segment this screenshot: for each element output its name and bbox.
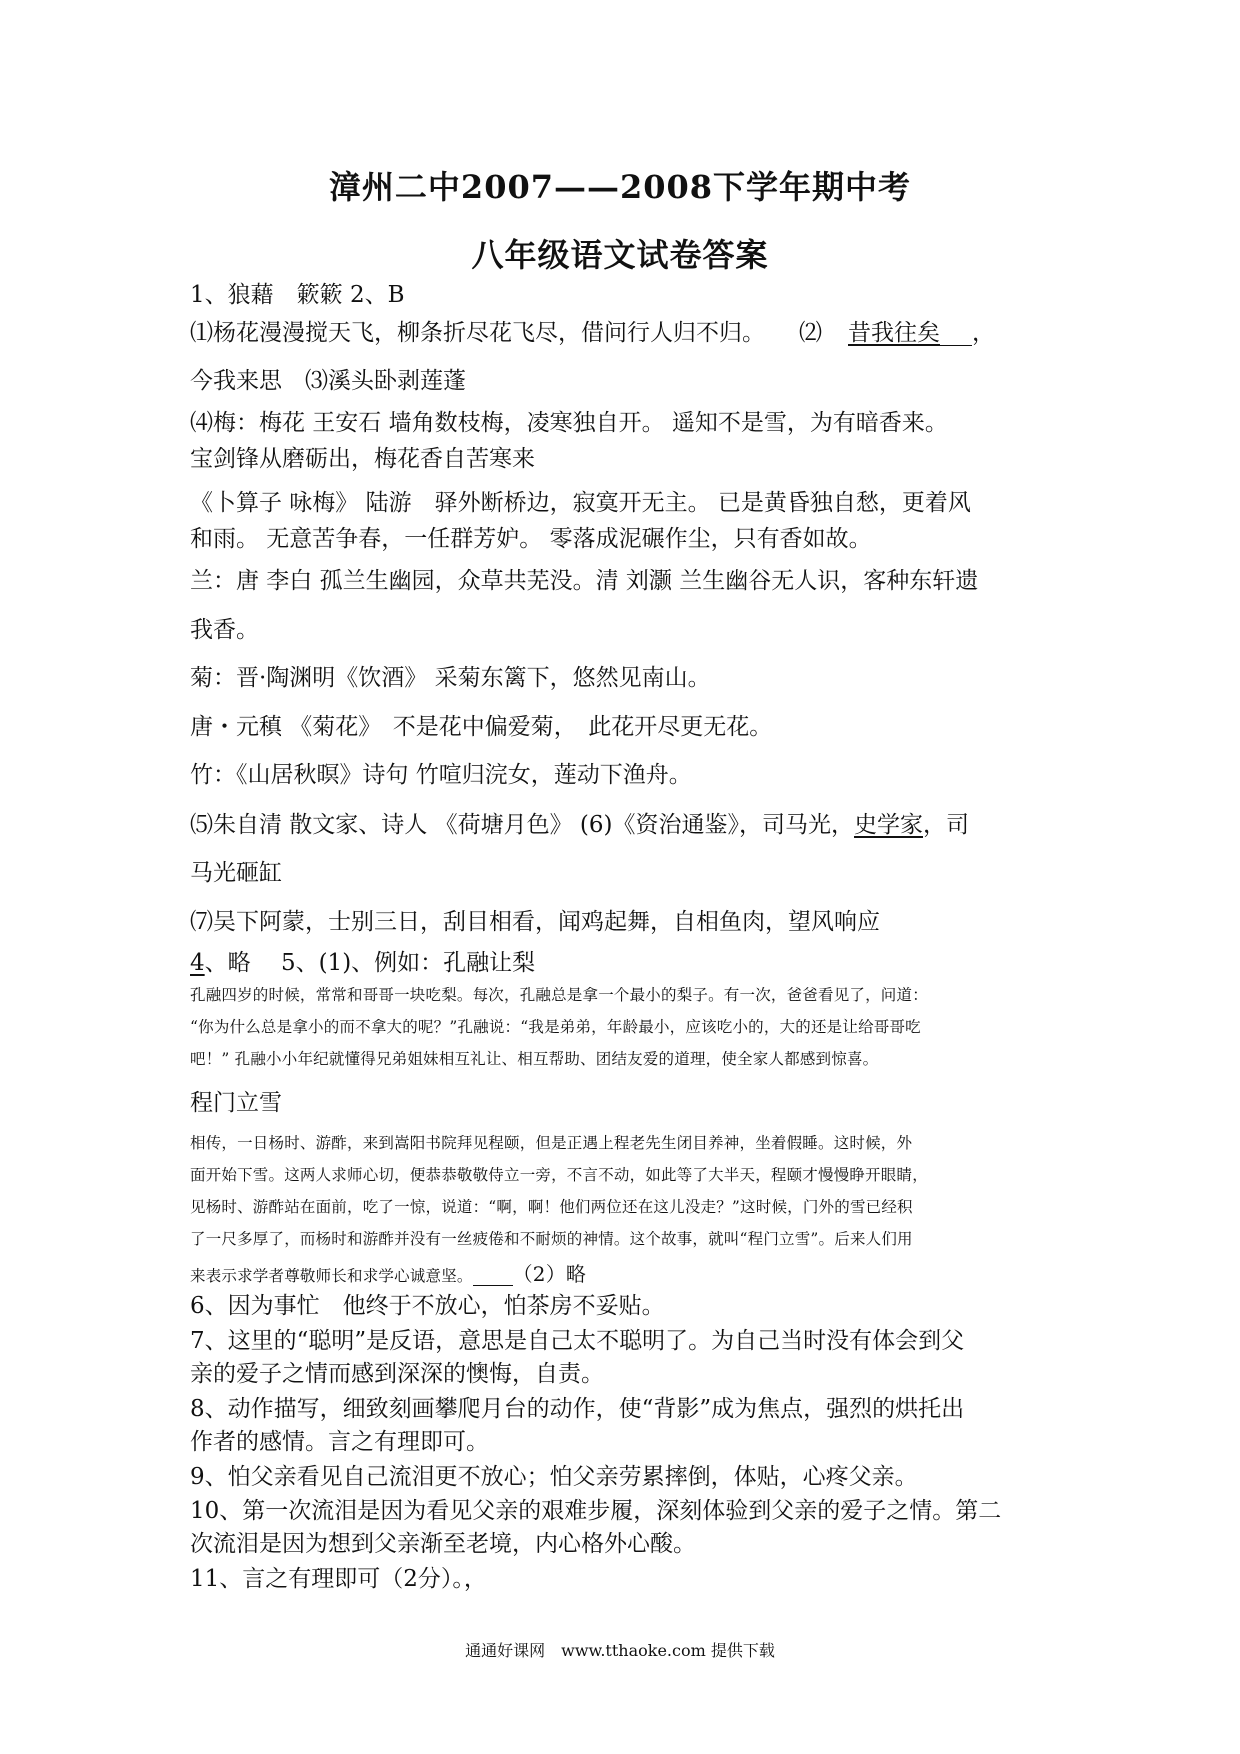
story-chengmen-4: 了一尺多厚了，而杨时和游酢并没有一丝疲倦和不耐烦的神情。这个故事，就叫“程门立雪”。后来人们用 [190,1230,913,1248]
answer-text: ⑵ [799,320,822,346]
story-kongrong-1: 孔融四岁的时候，常常和哥哥一块吃梨。每次，孔融总是拿一个最小的梨子。有一次，爸爸看见了，问道： [190,986,928,1004]
story-chengmen-3: 见杨时、游酢站在面前，吃了一惊，说道：“啊，啊！他们两位还在这儿没走？”这时候，门外的雪已经积 [190,1198,913,1216]
answer-text: ， [972,320,995,346]
underlined-answer: 昔我往矣 [848,320,940,346]
answer-number: 4 [190,950,205,976]
answer-q3-6-2: 马光砸缸 [190,860,282,886]
answer-q8-2: 作者的感情。言之有理即可。 [190,1429,489,1455]
answer-lan-2: 我香。 [190,617,259,643]
answer-q3-4-mei-2: 宝剑锋从磨砺出，梅花香自苦寒来 [190,446,535,472]
answer-q8: 8、动作描写，细致刻画攀爬月台的动作，使“背影”成为焦点，强烈的烘托出 [190,1396,965,1422]
answer-q3-4-mei-3: 《卜算子 咏梅》 陆游 驿外断桥边，寂寞开无主。 已是黄昏独自愁，更着风 [190,490,971,516]
answer-q3-7: ⑺吴下阿蒙，士别三日，刮目相看，闻鸡起舞，自相鱼肉，望风响应 [190,909,880,935]
answer-text: ⑸朱自清 散文家、诗人 《荷塘月色》 (6)《资治通鉴》，司马光， [190,812,855,838]
page-footer: 通通好课网 www.tthaoke.com 提供下载 [465,1641,775,1660]
story-chengmen-1: 相传，一日杨时、游酢，来到嵩阳书院拜见程颐，但是正遇上程老先生闭目养神，坐着假睡。这时候，外 [190,1134,913,1152]
answer-ju: 菊：晋·陶渊明《饮酒》 采菊东篱下，悠然见南山。 [190,665,711,691]
answer-text: 、略 5、(1)、例如：孔融让梨 [204,950,536,976]
story-chengmen-2: 面开始下雪。这两人求师心切，便恭恭敬敬侍立一旁，不言不动，如此等了大半天，程颐才慢慢睁开眼睛， [190,1166,928,1184]
story-kongrong-3: 吧！” 孔融小小年纪就懂得兄弟姐妹相互礼让、相互帮助、团结友爱的道理，使全家人都感到惊喜。 [190,1050,879,1068]
answer-q3-1 [190,322,1070,346]
answer-text: ⑴杨花漫漫搅天飞，柳条折尽花飞尽，借问行人归不归。 [190,320,765,346]
answer-q10-2: 次流泪是因为想到父亲渐至老境，内心格外心酸。 [190,1531,696,1557]
answer-lan: 兰：唐 李白 孤兰生幽园，众草共芜没。清 刘灏 兰生幽谷无人识，客种东轩遗 [190,568,979,594]
document-title: 漳州二中2007——2008下学年期中考 [328,168,912,206]
answer-text: （2）略 [512,1262,587,1286]
document-subtitle: 八年级语文试卷答案 [471,236,769,274]
answer-q11: 11、言之有理即可（2分）。， [190,1566,487,1592]
answer-q7: 7、这里的“聪明”是反语，意思是自己太不聪明了。为自己当时没有体会到父 [190,1328,965,1354]
answer-q3-2: 今我来思 ⑶溪头卧剥莲蓬 [190,368,466,394]
answer-q1-q2: 1、狼藉 簌簌 2、B [190,282,405,308]
answer-q3-5-6 [190,814,1070,837]
story-title-chengmen: 程门立雪 [190,1090,282,1116]
answer-q6: 6、因为事忙 他终于不放心，怕茶房不妥贴。 [190,1293,665,1319]
answer-q10: 10、第一次流泪是因为看见父亲的艰难步履，深刻体验到父亲的爱子之情。第二 [190,1498,1002,1524]
story-chengmen-5 [190,1264,1070,1286]
answer-q4-q5 [190,952,1070,975]
underlined-answer: 史学家 [854,812,924,838]
answer-text: 来表示求学者尊敬师长和求学心诚意坚。 [190,1267,473,1285]
answer-text: ，司 [923,812,970,838]
answer-q9: 9、怕父亲看见自己流泪更不放心；怕父亲劳累摔倒，体贴，心疼父亲。 [190,1464,918,1490]
answer-q7-2: 亲的爱子之情而感到深深的懊悔，自责。 [190,1361,604,1387]
story-kongrong-2: “你为什么总是拿小的而不拿大的呢？”孔融说：“我是弟弟，年龄最小，应该吃小的，大的还是让给哥哥吃 [190,1018,921,1036]
answer-ju-2: 唐・元稹 《菊花》 不是花中偏爱菊， 此花开尽更无花。 [190,714,773,740]
answer-q3-4-mei-4: 和雨。 无意苦争春，一任群芳妒。 零落成泥碾作尘，只有香如故。 [190,526,872,552]
answer-zhu: 竹：《山居秋暝》诗句 竹喧归浣女，莲动下渔舟。 [190,762,692,788]
answer-q3-4-mei: ⑷梅：梅花 王安石 墙角数枝梅，凌寒独自开。 遥知不是雪，为有暗香来。 [190,410,948,436]
